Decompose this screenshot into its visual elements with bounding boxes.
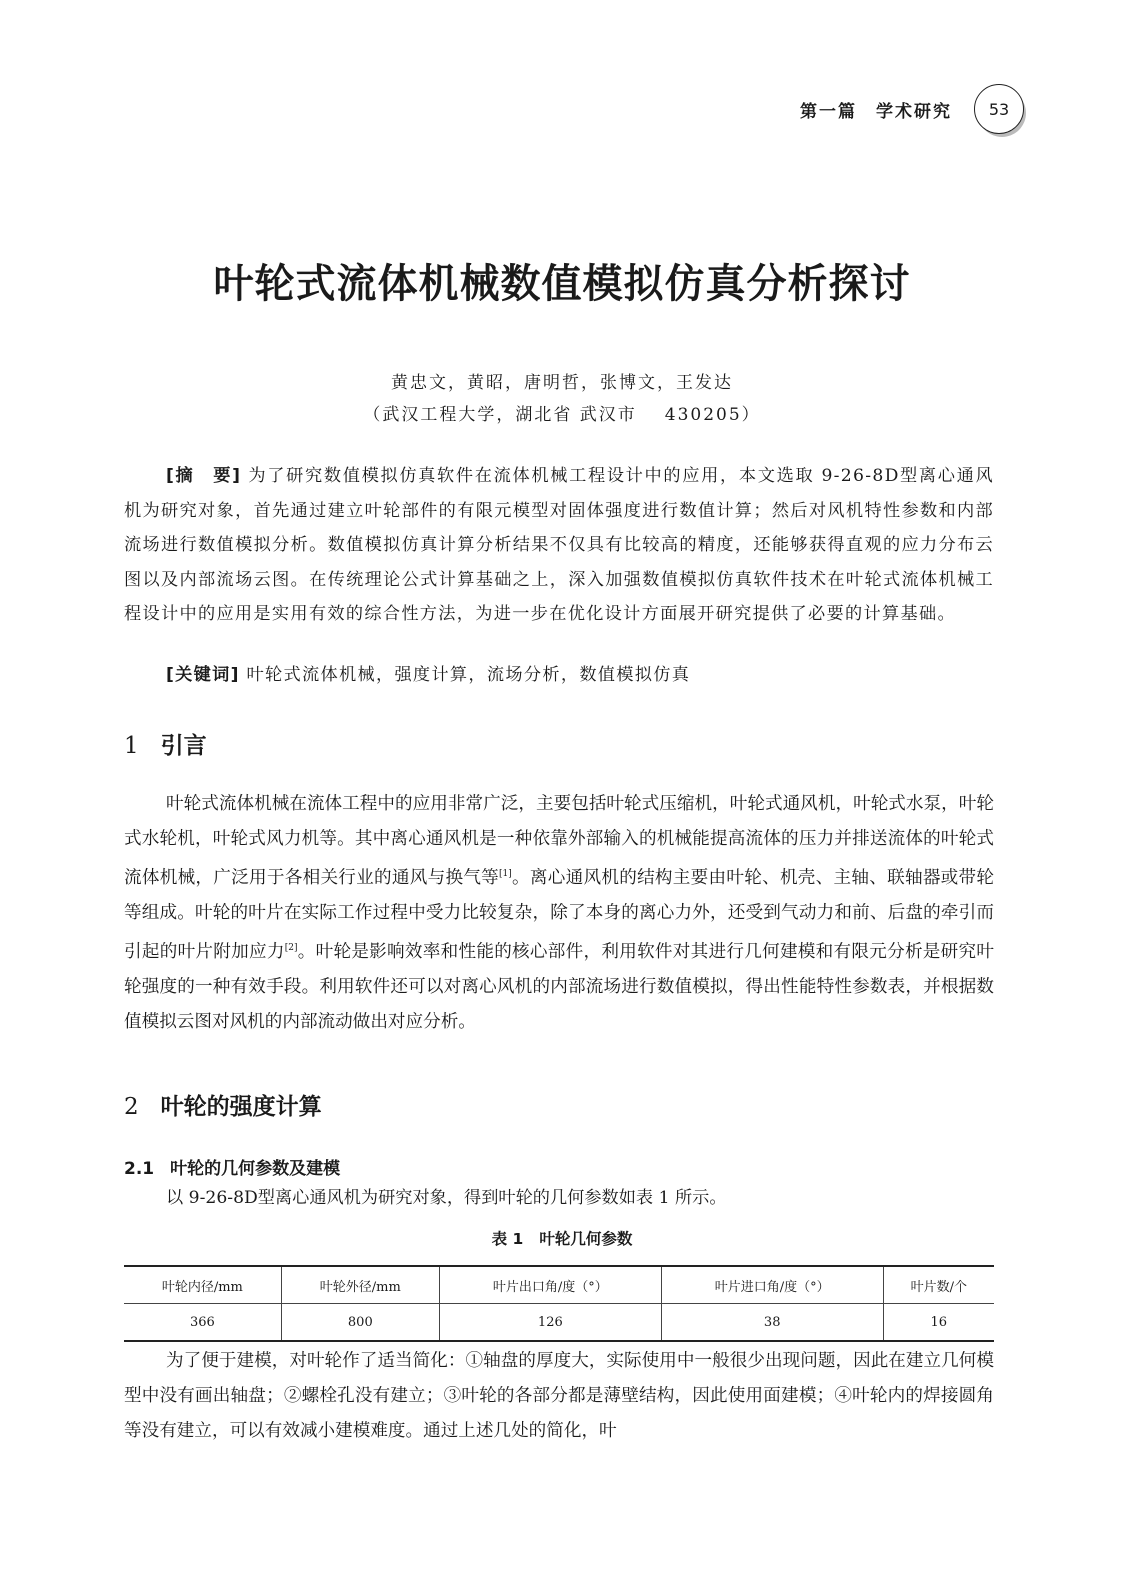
table-cell: 126 [439,1304,661,1342]
keywords-text: 叶轮式流体机械，强度计算，流场分析，数值模拟仿真 [239,665,691,685]
postal-code: 430205 [664,405,742,425]
table-header-cell: 叶片数/个 [883,1266,994,1304]
table-cell: 16 [883,1304,994,1342]
section-title: 引言 [160,733,207,759]
affiliation-close: ） [741,405,761,425]
section-number: 1 [124,733,139,759]
table-title: 叶轮几何参数 [539,1230,633,1248]
section-title: 叶轮的强度计算 [160,1094,322,1120]
citation: [1] [499,869,512,879]
page-number-badge [974,84,1024,134]
table-row [124,1304,994,1342]
authors: 黄忠文，黄昭，唐明哲，张博文，王发达 [391,373,733,393]
paper-title: 叶轮式流体机械数值模拟仿真分析探讨 [213,261,911,307]
affiliation [0,400,1124,425]
abstract-text: 为了研究数值模拟仿真软件在流体机械工程设计中的应用，本文选取 9-26-8D型离心通风机为研究对象，首先通过建立叶轮部件的有限元模型对固体强度进行数值计算；然后对风机特性参数和内部流场进行数值模拟分析。数值模拟仿真计算分析结果不仅具有比较高的精度，还能够获得直观的应力分布云图以及内部流场云图。在传统理论公式计算基础之上，深入加强数值模拟仿真软件技术在叶轮式流体机械工程设计中的应用是实用有效的综合性方法，为进一步在优化设计方面展开研究提供了必要的计算基础。 [124,466,994,624]
paragraph-text: 。离心通风机的结构主要由叶轮、机壳、主轴、联轴器或带轮等组成。叶轮的叶片在实际工作过程中受力比较复杂，除了本身的离心力外，还受到气动力和前、后盘的牵引而引起的叶片附加应力 [124,867,994,962]
table-number: 表 1 [491,1230,524,1248]
keywords [124,658,994,693]
table-cell: 38 [661,1304,883,1342]
table-header-cell: 叶轮外径/mm [281,1266,439,1304]
section-2-paragraph-1: 以 9-26-8D型离心通风机为研究对象，得到叶轮的几何参数如表 1 所示。 [166,1188,727,1208]
table-cell: 800 [281,1304,439,1342]
table-header-cell: 叶片出口角/度（°） [439,1266,661,1304]
abstract-label: [摘 要] [166,466,242,486]
table-header-cell: 叶片进口角/度（°） [661,1266,883,1304]
table-header-cell: 叶轮内径/mm [124,1266,281,1304]
section-1-paragraph [124,787,994,1040]
affiliation-text: （武汉工程大学，湖北省 武汉市 [363,405,637,425]
paragraph-text: 叶轮式流体机械在流体工程中的应用非常广泛，主要包括叶轮式压缩机，叶轮式通风机，叶轮式水泵，叶轮式水轮机，叶轮式风力机等。其中离心通风机是一种依靠外部输入的机械能提高流体的压力并排送流体的叶轮式流体机械，广泛用于各相关行业的通风与换气等 [124,794,994,888]
running-header: 第一篇 学术研究 [800,102,952,122]
impeller-parameters-table [124,1265,994,1342]
section-1-heading [124,727,207,760]
keywords-label: [关键词] [166,665,240,685]
abstract [124,459,994,632]
subsection-2-1-heading [124,1154,340,1179]
citation: [2] [284,942,298,953]
page-number: 53 [988,99,1010,119]
table-caption [0,1227,1124,1249]
paragraph-text: 。叶轮是影响效率和性能的核心部件，利用软件对其进行几何建模和有限元分析是研究叶轮强度的一种有效手段。利用软件还可以对离心风机的内部流场进行数值模拟，得出性能特性参数表，并根据数值模拟云图对风机的内部流动做出对应分析。 [124,941,994,1032]
subsection-number: 2.1 [124,1159,155,1179]
table-header-row [124,1266,994,1304]
section-number: 2 [124,1094,139,1120]
section-2-paragraph-2: 为了便于建模，对叶轮作了适当简化：①轴盘的厚度大，实际使用中一般很少出现问题，因此在建立几何模型中没有画出轴盘；②螺栓孔没有建立；③叶轮的各部分都是薄壁结构，因此使用面建模；④叶轮内的焊接圆角等没有建立，可以有效减小建模难度。通过上述几处的简化，叶 [124,1351,994,1441]
subsection-title: 叶轮的几何参数及建模 [170,1159,341,1179]
table-cell: 366 [124,1304,281,1342]
section-2-heading [124,1088,322,1121]
